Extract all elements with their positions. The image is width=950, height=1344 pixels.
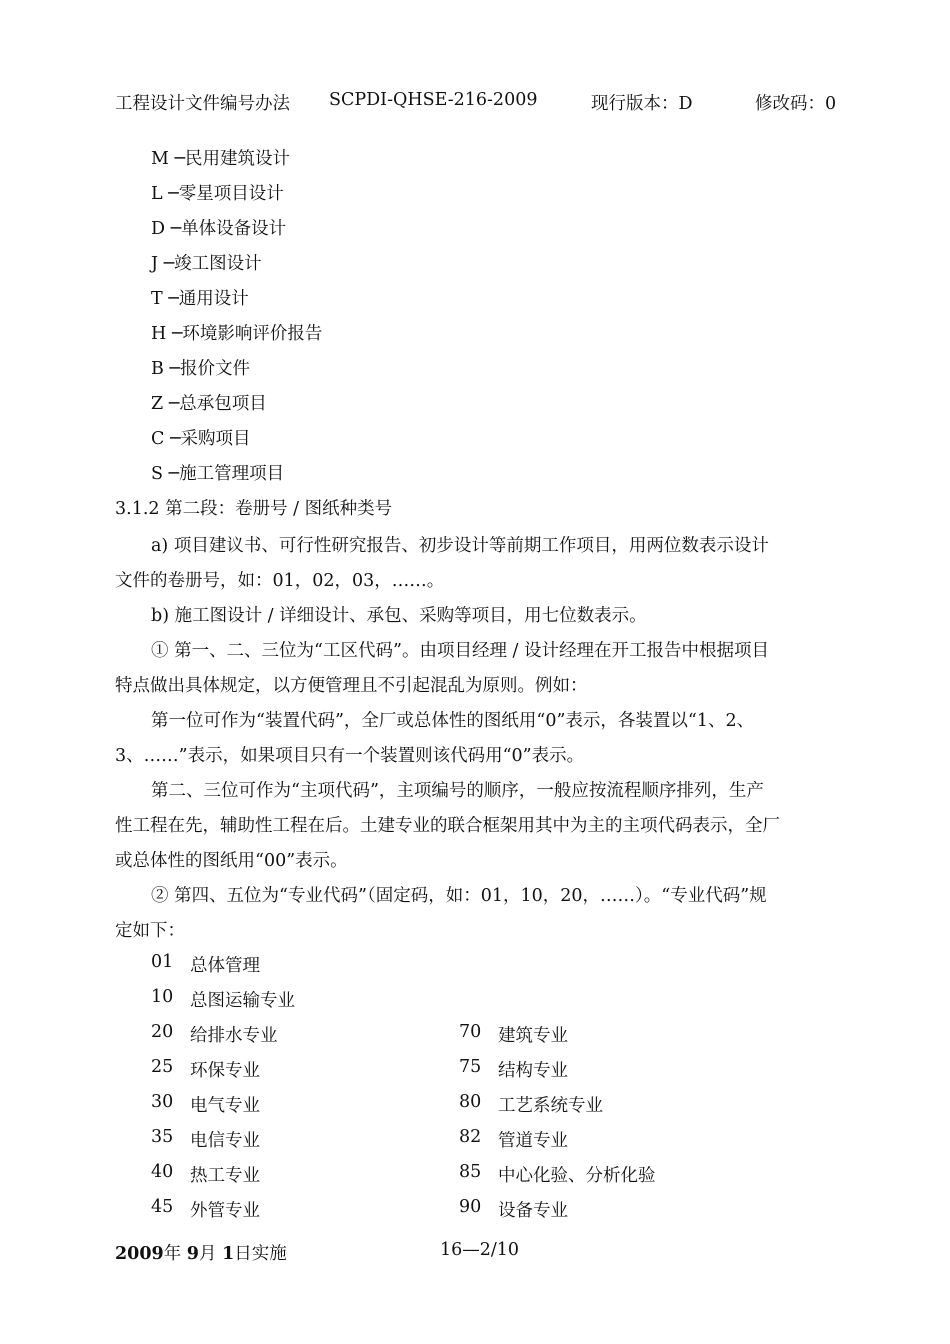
paragraph-b: b) 施工图设计 / 详细设计、承包、采购等项目，用七位数表示。 <box>151 606 647 626</box>
list-item: M ─民用建筑设计 <box>151 149 291 169</box>
code-number: 85 <box>459 1162 482 1182</box>
code-number: 01 <box>151 952 174 972</box>
paragraph-1-line1: ① 第一、二、三位为“工区代码”。由项目经理 / 设计经理在开工报告中根据项目 <box>151 641 769 661</box>
doc-revision: 修改码：0 <box>755 94 837 114</box>
doc-version: 现行版本：D <box>591 94 693 114</box>
code-name: 总体管理 <box>190 956 260 976</box>
code-number: 40 <box>151 1162 174 1182</box>
paragraph-second-line3: 或总体性的图纸用“00”表示。 <box>115 851 348 871</box>
list-item: Z ─总承包项目 <box>151 394 267 414</box>
paragraph-first-line2: 3、……”表示，如果项目只有一个装置则该代码用“0”表示。 <box>115 746 585 766</box>
code-number: 75 <box>459 1057 482 1077</box>
list-item: C ─采购项目 <box>151 429 251 449</box>
list-item: T ─通用设计 <box>151 289 249 309</box>
list-item: B ─报价文件 <box>151 359 250 379</box>
code-name: 电信专业 <box>190 1131 260 1151</box>
list-item: H ─环境影响评价报告 <box>151 324 323 344</box>
effective-day: 1 <box>222 1244 235 1264</box>
code-name: 热工专业 <box>190 1166 260 1186</box>
code-name: 给排水专业 <box>190 1026 278 1046</box>
list-item: J ─竣工图设计 <box>151 254 262 274</box>
code-name: 工艺系统专业 <box>498 1096 603 1116</box>
code-number: 20 <box>151 1022 174 1042</box>
effective-month: 9 <box>186 1244 199 1264</box>
paragraph-1-line2: 特点做出具体规定，以方便管理且不引起混乱为原则。例如： <box>115 676 588 696</box>
paragraph-second-line1: 第二、三位可作为“主项代码”，主项编号的顺序，一般应按流程顺序排列，生产 <box>151 781 764 801</box>
paragraph-2-line1: ② 第四、五位为“专业代码”（固定码，如：01，10，20，……）。“专业代码”规 <box>151 886 767 906</box>
code-number: 25 <box>151 1057 174 1077</box>
code-number: 80 <box>459 1092 482 1112</box>
code-name: 总图运输专业 <box>190 991 295 1011</box>
code-name: 环保专业 <box>190 1061 260 1081</box>
code-name: 设备专业 <box>498 1201 568 1221</box>
doc-code: SCPDI-QHSE-216-2009 <box>329 90 538 110</box>
page-number: 16—2/10 <box>440 1240 520 1260</box>
list-item: S ─施工管理项目 <box>151 464 285 484</box>
effective-date <box>115 1240 287 1265</box>
code-name: 外管专业 <box>190 1201 260 1221</box>
paragraph-a-line2: 文件的卷册号，如：01，02，03，……。 <box>115 571 445 591</box>
paragraph-a-line1: a) 项目建议书、可行性研究报告、初步设计等前期工作项目，用两位数表示设计 <box>151 536 769 556</box>
code-number: 35 <box>151 1127 174 1147</box>
list-item: L ─零星项目设计 <box>151 184 284 204</box>
month-unit: 月 <box>198 1244 217 1264</box>
code-number: 10 <box>151 987 174 1007</box>
code-name: 中心化验、分析化验 <box>498 1166 656 1186</box>
code-number: 82 <box>459 1127 482 1147</box>
code-number: 45 <box>151 1197 174 1217</box>
code-name: 建筑专业 <box>498 1026 568 1046</box>
list-item: D ─单体设备设计 <box>151 219 287 239</box>
paragraph-second-line2: 性工程在先，辅助性工程在后。土建专业的联合框架用其中为主的主项代码表示，全厂 <box>115 816 780 836</box>
effective-year: 2009 <box>115 1244 164 1264</box>
code-number: 30 <box>151 1092 174 1112</box>
code-name: 电气专业 <box>190 1096 260 1116</box>
year-unit: 年 <box>163 1244 182 1264</box>
paragraph-2-line2: 定如下： <box>115 921 185 941</box>
code-name: 管道专业 <box>498 1131 568 1151</box>
paragraph-first-line1: 第一位可作为“装置代码”，全厂或总体性的图纸用“0”表示，各装置以“1、2、 <box>151 711 755 731</box>
doc-title: 工程设计文件编号办法 <box>115 94 290 114</box>
day-suffix: 日实施 <box>234 1244 287 1264</box>
section-heading: 3.1.2 第二段：卷册号 / 图纸种类号 <box>115 499 393 519</box>
code-number: 90 <box>459 1197 482 1217</box>
code-number: 70 <box>459 1022 482 1042</box>
code-name: 结构专业 <box>498 1061 568 1081</box>
